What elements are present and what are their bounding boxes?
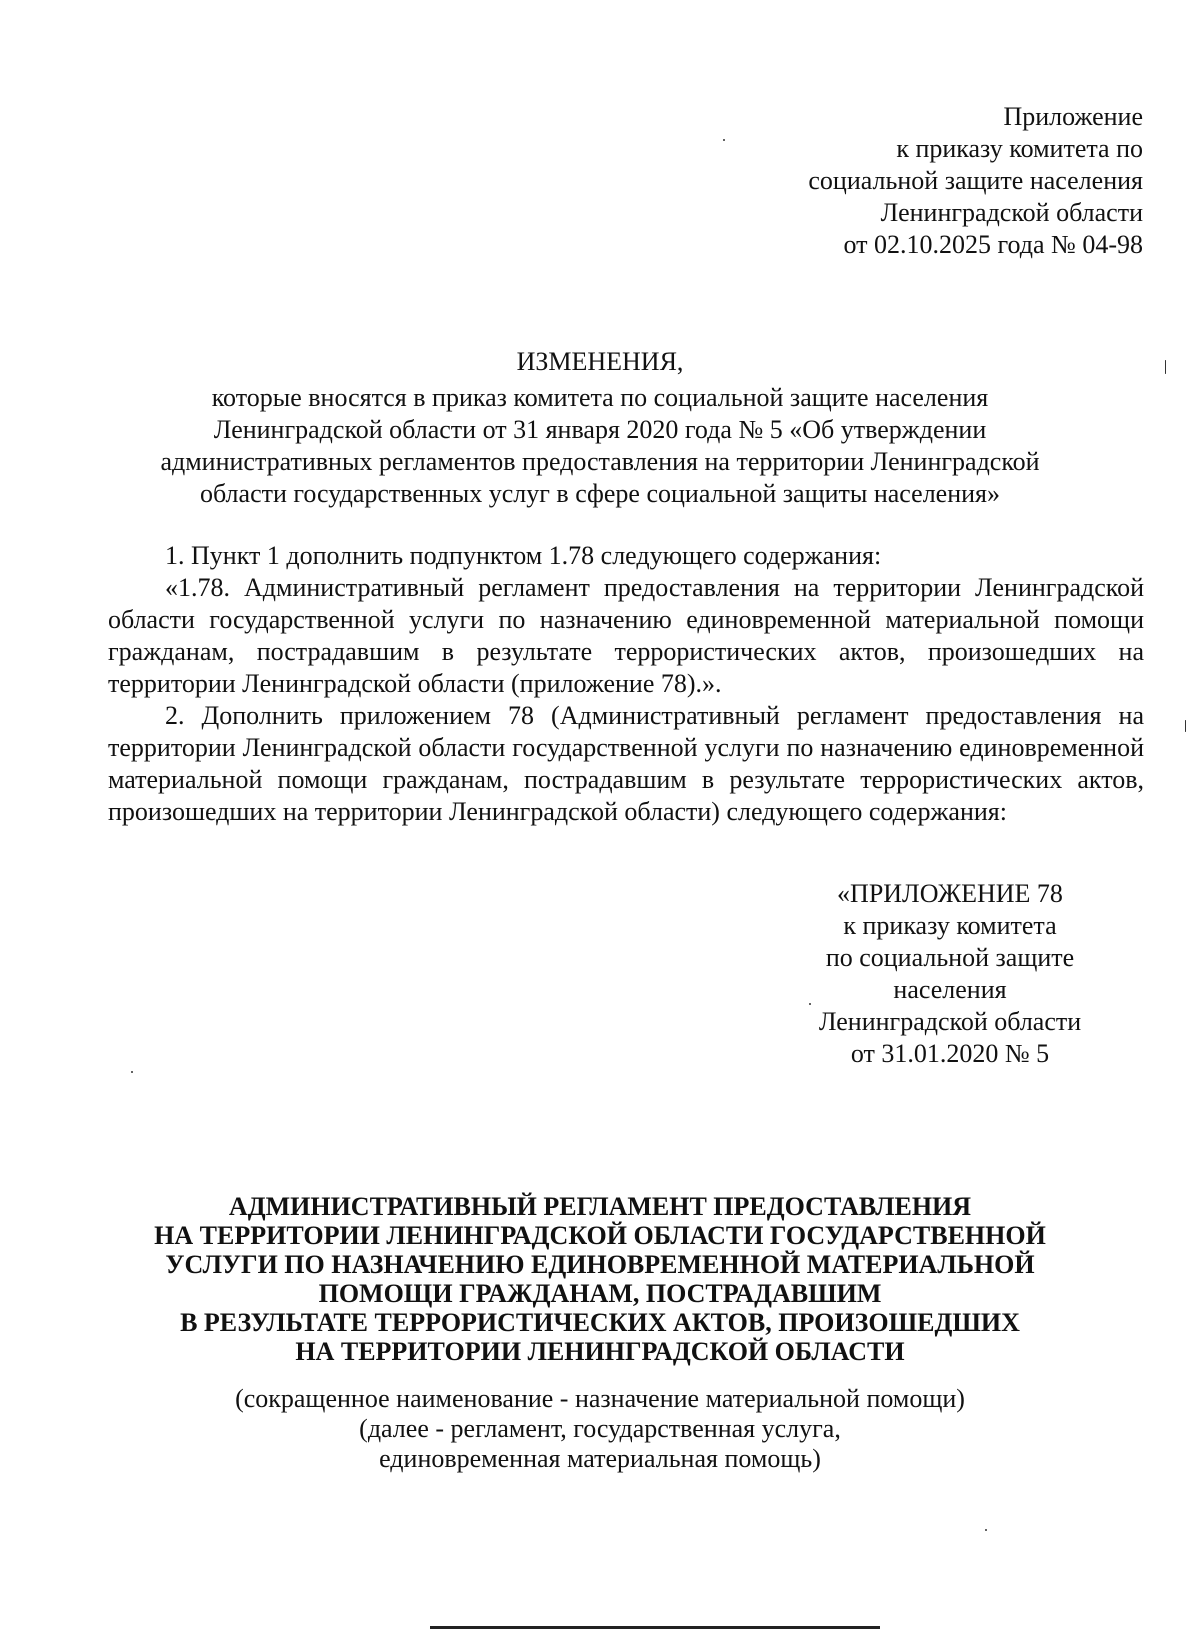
changes-title: ИЗМЕНЕНИЯ, [516,347,684,376]
appendix-line: от 31.01.2020 № 5 [850,1039,1050,1068]
appendix-line: Ленинградской области [818,1007,1082,1036]
regulation-title-line: ПОМОЩИ ГРАЖДАНАМ, ПОСТРАДАВШИМ [318,1279,882,1308]
regulation-title-line: В РЕЗУЛЬТАТЕ ТЕРРОРИСТИЧЕСКИХ АКТОВ, ПРОИЗОШЕДШИХ [180,1308,1020,1337]
changes-subtitle-line: которые вносятся в приказ комитета по социальной защите населения [211,383,989,412]
regulation-sub-line: единовременная материальная помощь) [379,1444,821,1473]
appendix-line: к приказу комитета [843,911,1057,940]
approval-line: от 02.10.2025 года № 04-98 [843,230,1143,259]
bottom-rule [430,1626,880,1629]
appendix-line: населения [893,975,1007,1004]
regulation-short-name [100,1384,1100,1474]
approval-stamp [808,101,1143,261]
approval-line: Ленинградской области [880,198,1143,227]
regulation-sub-line: (сокращенное наименование - назначение материальной помощи) [235,1384,965,1413]
body-text [108,540,1144,828]
scan-speck [809,1003,811,1005]
scan-speck [131,1071,133,1073]
approval-line: Приложение [1003,102,1143,131]
approval-line: социальной защите населения [808,166,1143,195]
appendix-line: по социальной защите [825,943,1075,972]
scan-speck [1165,360,1166,374]
scan-speck [1185,720,1186,732]
paragraph-item-1: 1. Пункт 1 дополнить подпунктом 1.78 следующего содержания: [165,541,882,570]
appendix-line: «ПРИЛОЖЕНИЕ 78 [837,879,1063,908]
approval-line: к приказу комитета по [896,134,1143,163]
scan-speck [723,139,725,141]
paragraph-item-2: 2. Дополнить приложением 78 (Административный регламент предоставления на территории Ленинградской области государственной услуги по назначению единовременной материальной помощи гражданам, пострадавшим в результате террористических актов, произошедших на территории Ленинградской области) следующего содержания: [108,701,1144,826]
appendix-header [800,878,1100,1070]
scan-speck [985,1529,987,1531]
changes-subtitle-line: области государственных услуг в сфере социальной защиты населения» [199,479,1001,508]
regulation-title-line: НА ТЕРРИТОРИИ ЛЕНИНГРАДСКОЙ ОБЛАСТИ [295,1337,905,1366]
changes-subtitle-line: Ленинградской области от 31 января 2020 года № 5 «Об утверждении [213,415,987,444]
regulation-title [100,1192,1100,1366]
regulation-title-line: НА ТЕРРИТОРИИ ЛЕНИНГРАДСКОЙ ОБЛАСТИ ГОСУДАРСТВЕННОЙ [154,1221,1046,1250]
paragraph-item-1-78: «1.78. Административный регламент предоставления на территории Ленинградской области государственной услуги по назначению единовременной материальной помощи гражданам, пострадавшим в результате террористических актов, произошедших на территории Ленинградской области (приложение 78).». [108,573,1144,698]
changes-subtitle-line: административных регламентов предоставления на территории Ленинградской [160,447,1040,476]
regulation-title-line: АДМИНИСТРАТИВНЫЙ РЕГЛАМЕНТ ПРЕДОСТАВЛЕНИЯ [228,1192,972,1221]
regulation-sub-line: (далее - регламент, государственная услуга, [359,1414,841,1443]
changes-subtitle [150,382,1050,510]
regulation-title-line: УСЛУГИ ПО НАЗНАЧЕНИЮ ЕДИНОВРЕМЕННОЙ МАТЕРИАЛЬНОЙ [165,1250,1035,1279]
